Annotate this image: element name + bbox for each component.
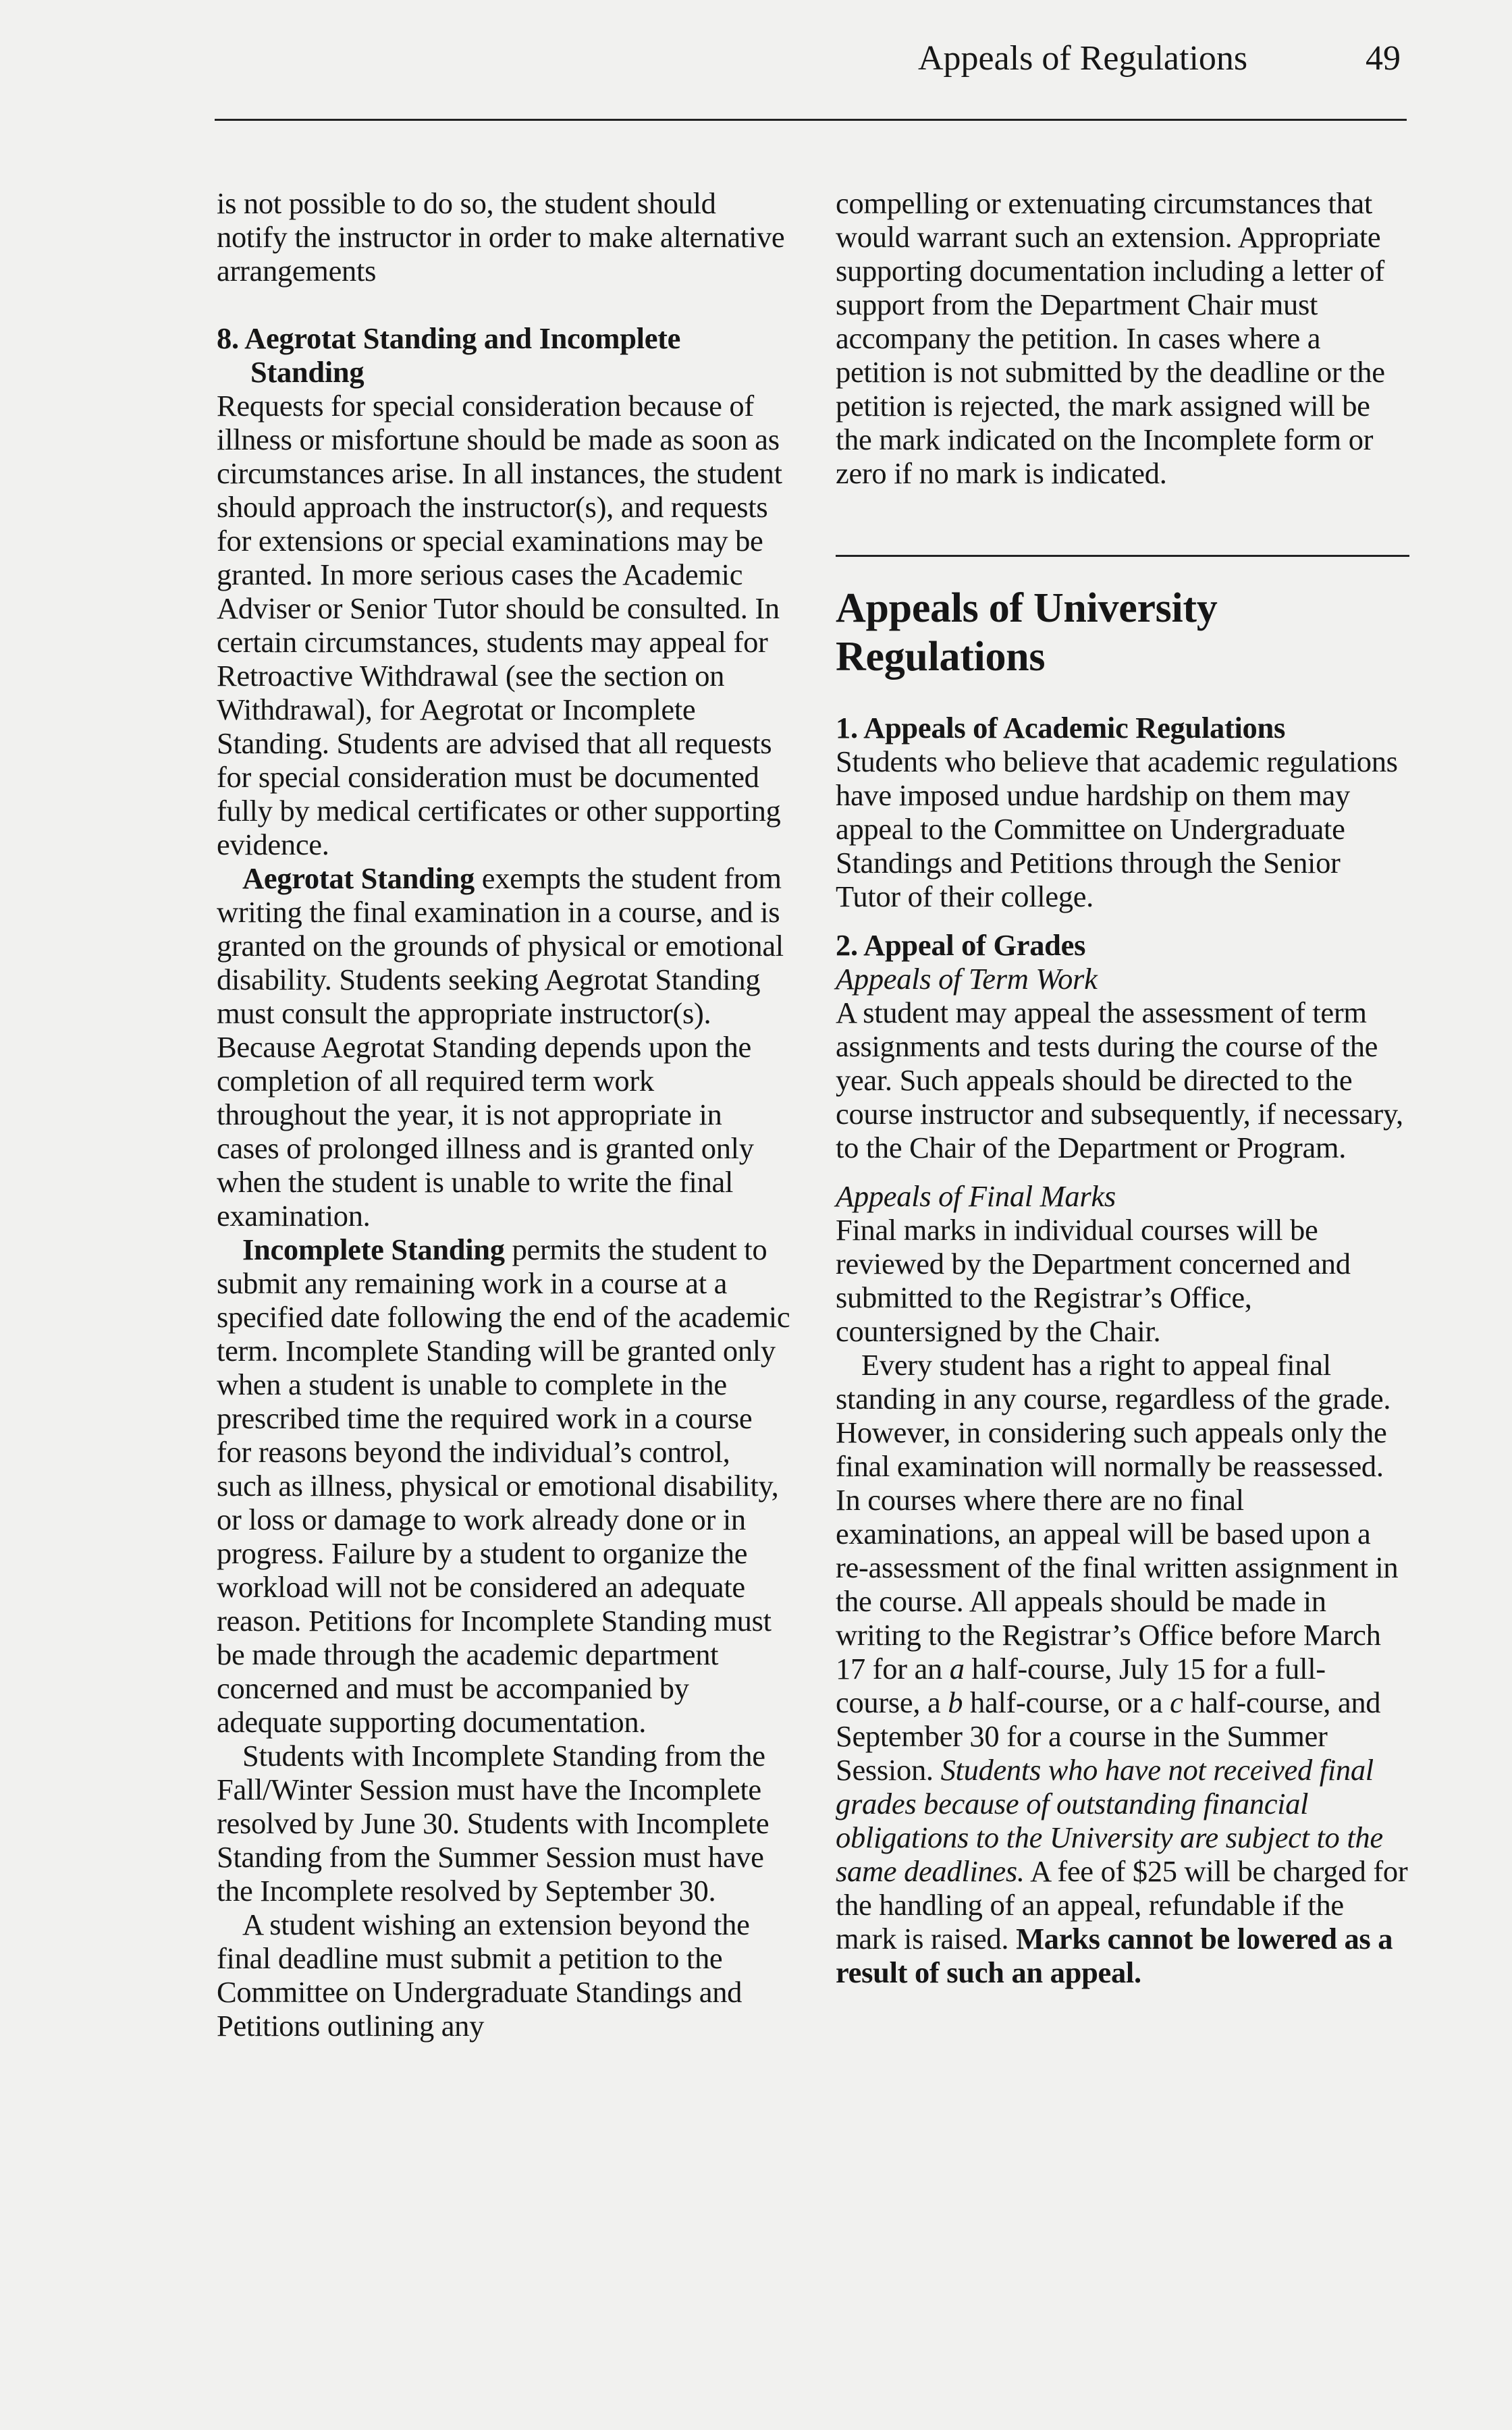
paragraph-right-to-appeal — [836, 1348, 1409, 1989]
paragraph-incomplete-standing — [217, 1233, 790, 1739]
appeal-text-1: Every student has a right to appeal final standing in any course, regardless of the grade. However, in considering such appeals only the final examination will normally be reassessed. In courses where there are no final examinations, an appeal will be based upon a re-assessment of the final written assignment in the course. All appeals should be made in writing to the Registrar’s Office before March 17 for an — [836, 1348, 1399, 1685]
term-aegrotat-standing: Aegrotat Standing — [242, 861, 475, 895]
half-course-a: a — [949, 1652, 965, 1685]
subheading-term-work: Appeals of Term Work — [836, 962, 1098, 996]
paragraph-special-consideration: Requests for special consideration because of illness or misfortune should be made as soon as circumstances arise. In all instances, the student should approach the instructor(s), and requests for extensions or special examinations may be granted. In more serious cases the Academic Adviser or Senior Tutor should be consulted. In certain circumstances, students may appeal for Retroactive Withdrawal (see the section on Withdrawal), for Aegrotat or Incomplete Standing. Students are advised that all requests for special consideration must be documented fully by medical certificates or other supporting evidence. — [217, 389, 782, 861]
left-column — [217, 186, 790, 2043]
paragraph-term-work: A student may appeal the assessment of term assignments and tests during the course of the year. Such appeals should be directed to the course instructor and subsequently, if necessary, to the Chair of the Department or Program. — [836, 996, 1403, 1164]
page-number: 49 — [1366, 39, 1401, 78]
paragraph-final-marks: Final marks in individual courses will be reviewed by the Department concerned and submitted to the Registrar’s Office, countersigned by the Chair. — [836, 1213, 1351, 1348]
continued-paragraph-right: compelling or extenuating circumstances that would warrant such an extension. Appropriate supporting documentation including a letter of support from the Department Chair must accompany the petition. In cases where a petition is not submitted by the deadline or the petition is rejected, the mark assigned will be the mark indicated on the Incomplete form or zero if no mark is indicated. — [836, 186, 1385, 490]
major-heading-appeals: Appeals of University Regulations — [836, 585, 1218, 680]
paragraph-extension-petition: A student wishing an extension beyond the final deadline must submit a petition to the Committee on Undergraduate Standings and Petitions outlining any — [217, 1908, 750, 2043]
continued-paragraph: is not possible to do so, the student should notify the instructor in order to make alternative arrangements — [217, 186, 785, 288]
half-course-b: b — [948, 1685, 963, 1719]
section-heading-aegrotat-incomplete: 8. Aegrotat Standing and Incomplete Standing — [217, 321, 681, 389]
paragraph-academic-regulations: Students who believe that academic regulations have imposed undue hardship on them may appeal to the Committee on Undergraduate Standings and Petitions through the Senior Tutor of their college. — [836, 745, 1398, 913]
paragraph-aegrotat-standing — [217, 861, 790, 1233]
financial-obligations-note: Students who have not received final grades because of outstanding financial obligations to the University are subject to the same deadlines. — [836, 1753, 1383, 1888]
paragraph-fall-winter-deadlines: Students with Incomplete Standing from the Fall/Winter Session must have the Incomplete resolved by June 30. Students with Incomplete Standing from the Summer Session must have the Incomplete resolved by September 30. — [217, 1739, 770, 1908]
incomplete-standing-text: permits the student to submit any remaining work in a course at a specified date following the end of the academic term. Incomplete Standing will be granted only when a student is unable to complete in the prescribed time the required work in a course for reasons beyond the individual’s control, such as illness, physical or emotional disability, or loss or damage to work already done or in progress. Failure by a student to organize the workload will not be considered an adequate reason. Petitions for Incomplete Standing must be made through the academic department concerned and must be accompanied by adequate supporting documentation. — [217, 1233, 790, 1739]
header-rule — [215, 119, 1407, 121]
marks-not-lowered-note: Marks cannot be lowered as a result of such an appeal. — [836, 1922, 1393, 1989]
half-course-c: c — [1170, 1685, 1183, 1719]
appeal-fee-text: A fee of $25 will be charged for the handling of an appeal, refundable if the mark is raised. — [836, 1854, 1408, 1955]
heading-appeal-of-grades: 2. Appeal of Grades — [836, 928, 1086, 962]
appeal-text-4: half-course, and September 30 for a course in the Summer Session. — [836, 1685, 1381, 1787]
section-divider-rule — [836, 555, 1409, 557]
right-column — [836, 186, 1409, 1989]
running-title: Appeals of Regulations — [918, 39, 1248, 78]
aegrotat-standing-text: exempts the student from writing the final examination in a course, and is granted on the grounds of physical or emotional disability. Students seeking Aegrotat Standing must consult the appropriate instructor(s). Because Aegrotat Standing depends upon the completion of all required term work throughout the year, it is not appropriate in cases of prolonged illness and is granted only when the student is unable to write the final examination. — [217, 861, 784, 1233]
term-incomplete-standing: Incomplete Standing — [242, 1233, 505, 1266]
appeal-text-3: half-course, or a — [963, 1685, 1170, 1719]
subheading-final-marks: Appeals of Final Marks — [836, 1179, 1116, 1213]
appeal-text-2: half-course, July 15 for a full-course, a — [836, 1652, 1326, 1719]
running-header — [918, 35, 1401, 82]
heading-appeals-academic-regulations: 1. Appeals of Academic Regulations — [836, 711, 1285, 745]
